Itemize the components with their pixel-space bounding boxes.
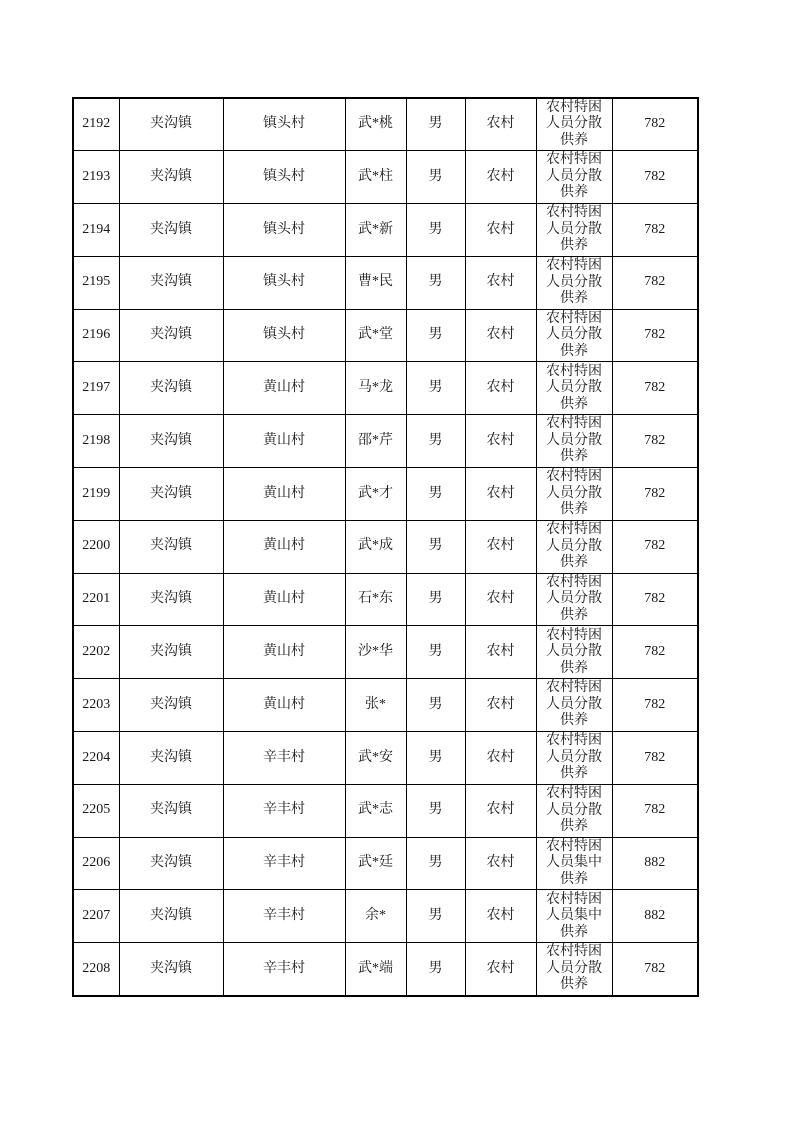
amount-cell: 782 — [612, 415, 698, 468]
table-row — [73, 784, 698, 837]
table-row — [73, 98, 698, 151]
support-category-cell — [536, 784, 612, 837]
town-cell: 夹沟镇 — [119, 468, 223, 521]
support-category-text: 农村特困人员集中供养 — [546, 838, 602, 887]
person-name-cell: 石*东 — [345, 573, 406, 626]
amount-cell: 882 — [612, 890, 698, 943]
village-cell: 黄山村 — [223, 468, 345, 521]
person-name-cell: 张* — [345, 679, 406, 732]
support-category-cell — [536, 309, 612, 362]
support-category-cell — [536, 837, 612, 890]
town-cell: 夹沟镇 — [119, 890, 223, 943]
village-cell: 镇头村 — [223, 151, 345, 204]
amount-cell: 782 — [612, 573, 698, 626]
support-category-cell — [536, 520, 612, 573]
amount-cell: 782 — [612, 626, 698, 679]
support-category-cell — [536, 98, 612, 151]
village-cell: 黄山村 — [223, 573, 345, 626]
amount-cell: 782 — [612, 98, 698, 151]
support-category-text: 农村特困人员分散供养 — [546, 627, 602, 676]
town-cell: 夹沟镇 — [119, 256, 223, 309]
gender-cell: 男 — [406, 204, 465, 257]
row-number-cell: 2208 — [73, 943, 119, 996]
gender-cell: 男 — [406, 626, 465, 679]
person-name-cell: 武*成 — [345, 520, 406, 573]
residence-type-cell: 农村 — [465, 309, 536, 362]
welfare-records-table-body — [73, 98, 698, 996]
person-name-cell: 武*新 — [345, 204, 406, 257]
table-row — [73, 151, 698, 204]
table-row — [73, 204, 698, 257]
gender-cell: 男 — [406, 943, 465, 996]
residence-type-cell: 农村 — [465, 573, 536, 626]
support-category-cell — [536, 362, 612, 415]
town-cell: 夹沟镇 — [119, 151, 223, 204]
row-number-cell: 2201 — [73, 573, 119, 626]
row-number-cell: 2203 — [73, 679, 119, 732]
village-cell: 镇头村 — [223, 256, 345, 309]
support-category-text: 农村特困人员分散供养 — [546, 205, 602, 254]
amount-cell: 782 — [612, 204, 698, 257]
row-number-cell: 2206 — [73, 837, 119, 890]
village-cell: 黄山村 — [223, 626, 345, 679]
row-number-cell: 2198 — [73, 415, 119, 468]
person-name-cell: 武*志 — [345, 784, 406, 837]
residence-type-cell: 农村 — [465, 890, 536, 943]
residence-type-cell: 农村 — [465, 151, 536, 204]
person-name-cell: 武*端 — [345, 943, 406, 996]
row-number-cell: 2192 — [73, 98, 119, 151]
row-number-cell: 2207 — [73, 890, 119, 943]
support-category-cell — [536, 415, 612, 468]
village-cell: 辛丰村 — [223, 890, 345, 943]
support-category-cell — [536, 573, 612, 626]
village-cell: 辛丰村 — [223, 943, 345, 996]
support-category-cell — [536, 679, 612, 732]
support-category-text: 农村特困人员分散供养 — [546, 733, 602, 782]
support-category-cell — [536, 151, 612, 204]
support-category-text: 农村特困人员分散供养 — [546, 469, 602, 518]
residence-type-cell: 农村 — [465, 679, 536, 732]
support-category-text: 农村特困人员分散供养 — [546, 258, 602, 307]
person-name-cell: 曹*民 — [345, 256, 406, 309]
person-name-cell: 武*才 — [345, 468, 406, 521]
town-cell: 夹沟镇 — [119, 573, 223, 626]
table-row — [73, 468, 698, 521]
gender-cell: 男 — [406, 415, 465, 468]
person-name-cell: 马*龙 — [345, 362, 406, 415]
row-number-cell: 2193 — [73, 151, 119, 204]
welfare-records-table — [72, 97, 699, 997]
person-name-cell: 邵*芹 — [345, 415, 406, 468]
table-row — [73, 362, 698, 415]
amount-cell: 782 — [612, 151, 698, 204]
gender-cell: 男 — [406, 890, 465, 943]
residence-type-cell: 农村 — [465, 943, 536, 996]
table-row — [73, 520, 698, 573]
row-number-cell: 2195 — [73, 256, 119, 309]
table-row — [73, 890, 698, 943]
gender-cell: 男 — [406, 573, 465, 626]
village-cell: 黄山村 — [223, 679, 345, 732]
residence-type-cell: 农村 — [465, 784, 536, 837]
person-name-cell: 武*桃 — [345, 98, 406, 151]
support-category-cell — [536, 890, 612, 943]
gender-cell: 男 — [406, 732, 465, 785]
village-cell: 辛丰村 — [223, 784, 345, 837]
town-cell: 夹沟镇 — [119, 626, 223, 679]
gender-cell: 男 — [406, 468, 465, 521]
person-name-cell: 武*堂 — [345, 309, 406, 362]
row-number-cell: 2202 — [73, 626, 119, 679]
support-category-cell — [536, 943, 612, 996]
village-cell: 黄山村 — [223, 415, 345, 468]
gender-cell: 男 — [406, 309, 465, 362]
town-cell: 夹沟镇 — [119, 732, 223, 785]
gender-cell: 男 — [406, 837, 465, 890]
person-name-cell: 余* — [345, 890, 406, 943]
gender-cell: 男 — [406, 151, 465, 204]
table-row — [73, 309, 698, 362]
residence-type-cell: 农村 — [465, 732, 536, 785]
support-category-cell — [536, 256, 612, 309]
amount-cell: 782 — [612, 732, 698, 785]
support-category-text: 农村特困人员分散供养 — [546, 152, 602, 201]
table-row — [73, 679, 698, 732]
amount-cell: 782 — [612, 784, 698, 837]
row-number-cell: 2194 — [73, 204, 119, 257]
town-cell: 夹沟镇 — [119, 784, 223, 837]
town-cell: 夹沟镇 — [119, 98, 223, 151]
support-category-text: 农村特困人员分散供养 — [546, 522, 602, 571]
gender-cell: 男 — [406, 784, 465, 837]
amount-cell: 782 — [612, 256, 698, 309]
support-category-cell — [536, 468, 612, 521]
support-category-text: 农村特困人员分散供养 — [546, 310, 602, 359]
gender-cell: 男 — [406, 679, 465, 732]
residence-type-cell: 农村 — [465, 468, 536, 521]
support-category-cell — [536, 626, 612, 679]
support-category-cell — [536, 732, 612, 785]
village-cell: 辛丰村 — [223, 732, 345, 785]
row-number-cell: 2196 — [73, 309, 119, 362]
village-cell: 黄山村 — [223, 362, 345, 415]
town-cell: 夹沟镇 — [119, 362, 223, 415]
row-number-cell: 2200 — [73, 520, 119, 573]
person-name-cell: 武*廷 — [345, 837, 406, 890]
village-cell: 黄山村 — [223, 520, 345, 573]
table-row — [73, 837, 698, 890]
residence-type-cell: 农村 — [465, 256, 536, 309]
residence-type-cell: 农村 — [465, 415, 536, 468]
person-name-cell: 武*柱 — [345, 151, 406, 204]
amount-cell: 782 — [612, 362, 698, 415]
town-cell: 夹沟镇 — [119, 679, 223, 732]
row-number-cell: 2199 — [73, 468, 119, 521]
residence-type-cell: 农村 — [465, 204, 536, 257]
residence-type-cell: 农村 — [465, 626, 536, 679]
town-cell: 夹沟镇 — [119, 943, 223, 996]
table-row — [73, 626, 698, 679]
table-row — [73, 573, 698, 626]
residence-type-cell: 农村 — [465, 837, 536, 890]
row-number-cell: 2197 — [73, 362, 119, 415]
amount-cell: 782 — [612, 943, 698, 996]
table-row — [73, 415, 698, 468]
support-category-text: 农村特困人员分散供养 — [546, 574, 602, 623]
person-name-cell: 沙*华 — [345, 626, 406, 679]
residence-type-cell: 农村 — [465, 98, 536, 151]
amount-cell: 782 — [612, 679, 698, 732]
village-cell: 镇头村 — [223, 204, 345, 257]
table-row — [73, 256, 698, 309]
table-row — [73, 943, 698, 996]
support-category-text: 农村特困人员分散供养 — [546, 944, 602, 993]
support-category-text: 农村特困人员分散供养 — [546, 785, 602, 835]
village-cell: 辛丰村 — [223, 837, 345, 890]
gender-cell: 男 — [406, 256, 465, 309]
support-category-text: 农村特困人员分散供养 — [546, 416, 602, 465]
gender-cell: 男 — [406, 362, 465, 415]
person-name-cell: 武*安 — [345, 732, 406, 785]
amount-cell: 782 — [612, 520, 698, 573]
town-cell: 夹沟镇 — [119, 309, 223, 362]
town-cell: 夹沟镇 — [119, 520, 223, 573]
support-category-cell — [536, 204, 612, 257]
row-number-cell: 2204 — [73, 732, 119, 785]
gender-cell: 男 — [406, 520, 465, 573]
town-cell: 夹沟镇 — [119, 204, 223, 257]
table-row — [73, 732, 698, 785]
town-cell: 夹沟镇 — [119, 837, 223, 890]
town-cell: 夹沟镇 — [119, 415, 223, 468]
residence-type-cell: 农村 — [465, 520, 536, 573]
support-category-text: 农村特困人员分散供养 — [546, 680, 602, 729]
amount-cell: 782 — [612, 309, 698, 362]
row-number-cell: 2205 — [73, 784, 119, 837]
amount-cell: 782 — [612, 468, 698, 521]
residence-type-cell: 农村 — [465, 362, 536, 415]
village-cell: 镇头村 — [223, 98, 345, 151]
amount-cell: 882 — [612, 837, 698, 890]
support-category-text: 农村特困人员分散供养 — [546, 363, 602, 412]
support-category-text: 农村特困人员分散供养 — [546, 99, 602, 148]
village-cell: 镇头村 — [223, 309, 345, 362]
support-category-text: 农村特困人员集中供养 — [546, 891, 602, 940]
gender-cell: 男 — [406, 98, 465, 151]
